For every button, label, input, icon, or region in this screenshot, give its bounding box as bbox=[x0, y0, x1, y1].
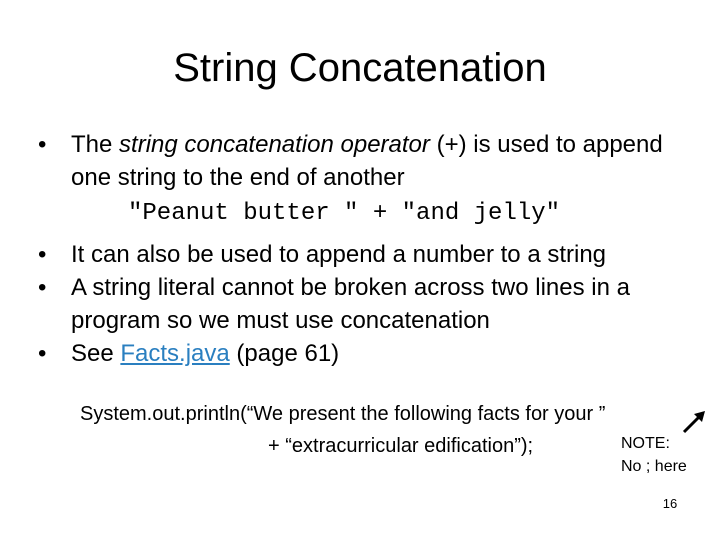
bullet-text-italic: string concatenation operator bbox=[119, 131, 430, 158]
bullet-text-prefix: See bbox=[71, 340, 121, 367]
page-number: 16 bbox=[662, 496, 678, 511]
note-label: NOTE: bbox=[621, 435, 670, 452]
bullet-text: A string literal cannot be broken across two lines in a program so we must use concatenation bbox=[71, 274, 630, 334]
code-block bbox=[80, 398, 710, 462]
slide-title: String Concatenation bbox=[173, 46, 547, 90]
bullet-text: It can also be used to append a number to a string bbox=[71, 241, 607, 268]
bullet-text-prefix: The bbox=[71, 131, 120, 158]
bullet-dot: • bbox=[38, 131, 47, 158]
bullet-dot: • bbox=[38, 241, 47, 268]
code-line-1: System.out.println(“We present the following facts for your ” bbox=[80, 403, 606, 425]
bullet-concat-operator bbox=[38, 128, 708, 194]
bullet-string-literal bbox=[38, 271, 708, 337]
bullet-dot: • bbox=[38, 340, 47, 367]
bullet-append-number bbox=[38, 238, 708, 271]
note-text: No ; here bbox=[621, 458, 687, 475]
bullet-text-suffix: (+) is used to append one string to the end of another bbox=[71, 131, 663, 191]
bullet-text-suffix: (page 61) bbox=[229, 340, 340, 367]
code-example: "Peanut butter " + "and jelly" bbox=[128, 200, 561, 227]
note-callout bbox=[621, 432, 687, 478]
code-line-2: + “extracurricular edification”); bbox=[268, 435, 534, 457]
bullet-dot: • bbox=[38, 274, 47, 301]
bullet-see-facts bbox=[38, 337, 708, 370]
bullet-list bbox=[38, 128, 708, 370]
facts-java-link[interactable]: Facts.java bbox=[120, 340, 230, 367]
